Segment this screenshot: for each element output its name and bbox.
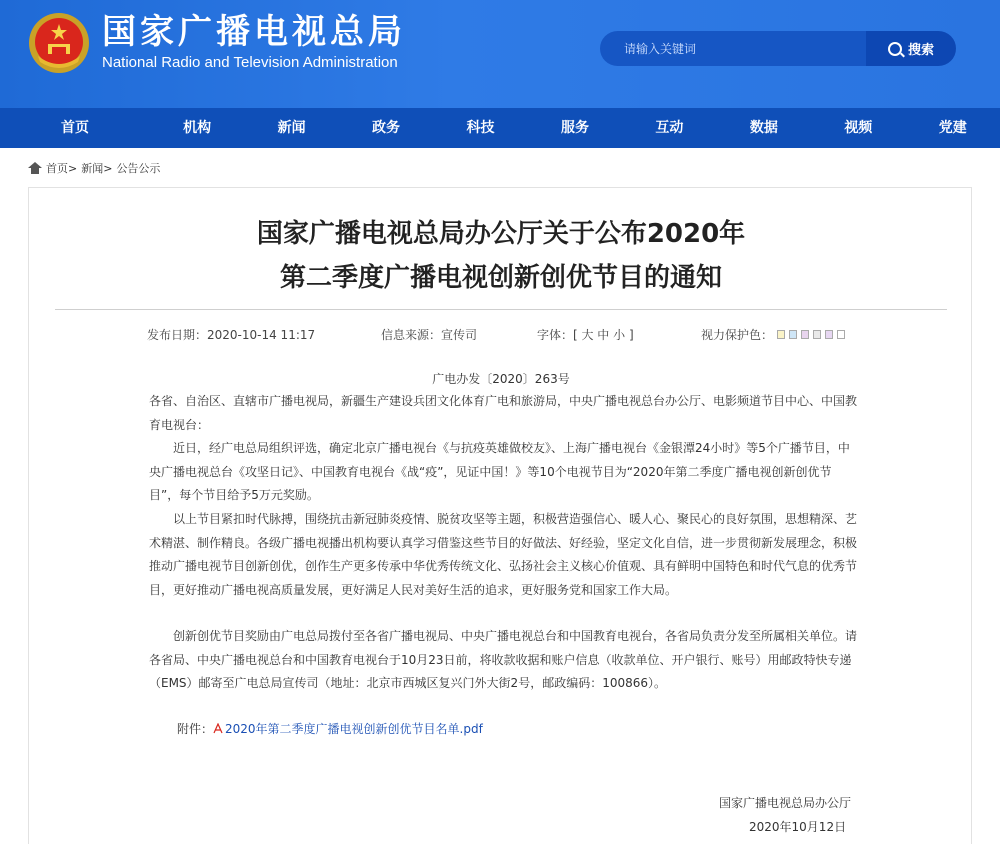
document-number: 广电办发〔2020〕263号 bbox=[432, 372, 570, 386]
nav-item-home[interactable]: 首页 bbox=[60, 120, 89, 136]
nav-item-party-building[interactable]: 党建 bbox=[938, 120, 967, 136]
nav-item-interaction[interactable]: 互动 bbox=[655, 120, 684, 136]
home-icon bbox=[28, 162, 42, 174]
paragraph-addressees: 各省、自治区、直辖市广播电视局，新疆生产建设兵团文化体育广电和旅游局，中央广播电视总台办公厅、电影频道节目中心、中国教育电视台： bbox=[149, 394, 858, 432]
article-title bbox=[29, 212, 973, 300]
paragraph-reward: 创新创优节目奖励由广电总局拨付至各省广播电视局、中央广播电视总台和中国教育电视台，各省局负责分发至所属相关单位。请各省局、中央广播电视总台和中国教育电视台于10月23日前，将收款收据和账户信息（收款单位、开户银行、账号）用邮政特快专递（EMS）邮寄至广电总局宣传司（地址：北京市西城区复兴门外大街2号，邮政编码：100866）。 bbox=[149, 629, 858, 690]
nav-item-video[interactable]: 视频 bbox=[844, 120, 873, 136]
nav-item-government-affairs[interactable]: 政务 bbox=[372, 120, 401, 136]
nav-item-service[interactable]: 服务 bbox=[560, 120, 589, 136]
info-source: 信息来源：宣传司 bbox=[381, 328, 478, 342]
eye-care-swatch-gray[interactable] bbox=[813, 330, 821, 339]
nav-item-news[interactable]: 新闻 bbox=[277, 120, 306, 136]
attachment bbox=[177, 720, 483, 737]
title-divider bbox=[55, 309, 947, 310]
eye-care-swatch-white[interactable] bbox=[837, 330, 845, 339]
search-icon bbox=[888, 42, 902, 56]
search-button-label: 搜索 bbox=[907, 43, 934, 58]
eye-care-label: 视力保护色： bbox=[701, 328, 774, 342]
breadcrumb-current[interactable]: 公告公示 bbox=[116, 162, 161, 175]
paragraph-selection: 近日，经广电总局组织评选，确定北京广播电视台《与抗疫英雄做校友》、上海广播电视台《金银潭24小时》等5个广播节目，中央广播电视总台《攻坚日记》、中国教育电视台《战“疫”，见证中国！》等10个电视节目为“2020年第二季度广播电视创新创优节目”，每个节目给予5万元奖励。 bbox=[149, 441, 850, 502]
font-size-control[interactable]: 字体：[ 大 中 小 ] bbox=[537, 328, 634, 342]
national-emblem-icon[interactable] bbox=[28, 12, 90, 74]
article-title-line1: 国家广播电视总局办公厅关于公布2020年 bbox=[256, 219, 746, 249]
breadcrumb bbox=[28, 160, 160, 176]
search-button[interactable] bbox=[866, 31, 956, 66]
search-input[interactable] bbox=[600, 31, 866, 66]
article-title-line2: 第二季度广播电视创新创优节目的通知 bbox=[279, 263, 722, 293]
signature-date: 2020年10月12日 bbox=[749, 820, 847, 834]
main-nav bbox=[0, 108, 1000, 148]
eye-care-swatch-pink[interactable] bbox=[801, 330, 809, 339]
publish-date: 发布日期：2020-10-14 11:17 bbox=[147, 328, 316, 342]
attachment-link[interactable]: 2020年第二季度广播电视创新创优节目名单.pdf bbox=[225, 722, 483, 736]
attachment-label: 附件： bbox=[177, 722, 214, 736]
pdf-icon bbox=[213, 723, 223, 734]
nav-item-data[interactable]: 数据 bbox=[749, 120, 778, 136]
article-panel bbox=[28, 187, 972, 844]
paragraph-requirements: 以上节目紧扣时代脉搏，围绕抗击新冠肺炎疫情、脱贫攻坚等主题，积极营造强信心、暖人心、聚民心的良好氛围，思想精深、艺术精湛、制作精良。各级广播电视播出机构要认真学习借鉴这些节目的好做法、好经验，坚定文化自信，进一步贯彻新发展理念，积极推动广播电视节目创新创优，创作生产更多传承中华优秀传统文化、弘扬社会主义核心价值观、具有鲜明中国特色和时代气息的优秀节目，更好推动广播电视高质量发展，更好满足人民对美好生活的追求，更好服务党和国家工作大局。 bbox=[149, 512, 858, 597]
site-subtitle: National Radio and Television Administration bbox=[102, 54, 398, 71]
nav-item-organization[interactable]: 机构 bbox=[183, 120, 212, 136]
signature-organization: 国家广播电视总局办公厅 bbox=[719, 796, 852, 810]
search-box bbox=[600, 31, 956, 66]
breadcrumb-news[interactable]: 新闻> bbox=[81, 162, 113, 175]
eye-care-swatch-yellow[interactable] bbox=[777, 330, 785, 339]
eye-care-swatch-blue[interactable] bbox=[789, 330, 797, 339]
site-title[interactable]: 国家广播电视总局 bbox=[102, 12, 406, 52]
eye-care-colors bbox=[701, 326, 845, 343]
site-header bbox=[0, 0, 1000, 108]
nav-item-technology[interactable]: 科技 bbox=[466, 120, 495, 136]
breadcrumb-home[interactable]: 首页> bbox=[46, 162, 78, 175]
eye-care-swatch-purple[interactable] bbox=[825, 330, 833, 339]
